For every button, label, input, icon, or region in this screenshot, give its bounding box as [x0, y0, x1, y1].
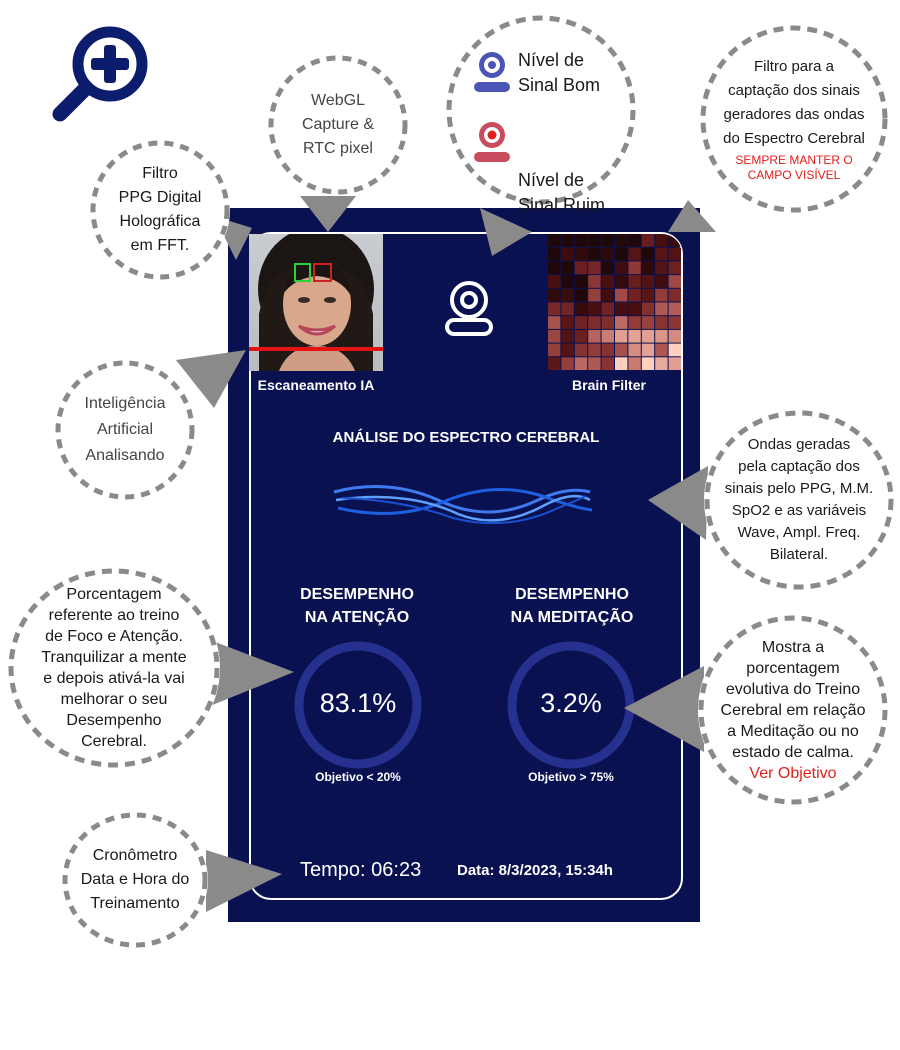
callout-filter: Filtro para a captação dos sinais geradores das ondas do Espectro Cerebral SEMPRE MANTER O CAMPO VISÍVEL — [700, 25, 888, 213]
timer: Tempo: 06:23 — [300, 859, 422, 881]
scan-label: Escaneamento IA — [257, 377, 375, 393]
webcam-good-signal-icon — [470, 50, 514, 96]
spectrum-title: ANÁLISE DO ESPECTRO CEREBRAL — [332, 429, 600, 446]
callout-focus: Porcentagem referente ao treino de Foco e Atenção. Tranquilizar a mente e depois ativá-la vai melhorar o seu Desempenho Cerebral. — [8, 568, 220, 768]
callout-meditation: Mostra a porcentagem evolutiva do Treino Cerebral em relação a Meditação ou no estado de calma. Ver Objetivo — [698, 615, 888, 805]
attention-goal: Objetivo < 20% — [315, 770, 401, 784]
meditation-value: 3.2% — [540, 688, 602, 718]
see-goal-link[interactable]: Ver Objetivo — [749, 764, 837, 782]
attention-value: 83.1% — [319, 688, 397, 718]
webcam-bad-signal-icon — [470, 120, 514, 166]
meditation-label: DESEMPENHO NA MEDITAÇÃO — [510, 586, 634, 626]
callout-ppg: Filtro PPG Digital Holográfica em FFT. — [90, 140, 230, 280]
callout-ai: Inteligência Artificial Analisando — [55, 360, 195, 500]
signal-bad-label: Nível de Sinal Ruim — [518, 170, 606, 215]
attention-label: DESEMPENHO NA ATENÇÃO — [300, 586, 414, 626]
callout-waves: Ondas geradas pela captação dos sinais pelo PPG, M.M. SpO2 e as variáveis Wave, Ampl. Freq. Bilateral. — [704, 410, 894, 590]
signal-good-label: Nível de Sinal Bom — [518, 50, 601, 95]
filter-warning: SEMPRE MANTER O CAMPO VISÍVEL — [735, 153, 853, 182]
meditation-goal: Objetivo > 75% — [528, 770, 614, 784]
date-time: Data: 8/3/2023, 15:34h — [457, 862, 613, 879]
callout-webgl: WebGL Capture & RTC pixel — [268, 55, 408, 195]
brain-filter-label: Brain Filter — [572, 377, 646, 393]
callout-chrono: Cronômetro Data e Hora do Treinamento — [62, 812, 208, 948]
